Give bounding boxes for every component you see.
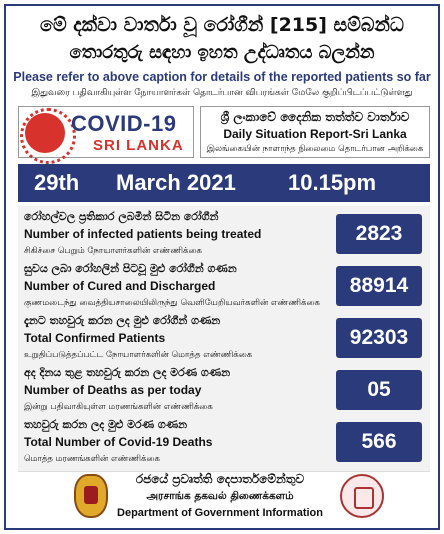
virus-icon — [25, 113, 65, 153]
stat-label-tamil: சிகிச்சை பெறும் நோயாளர்களின் எண்ணிக்கை — [24, 246, 202, 256]
stat-row-total-deaths — [18, 414, 430, 472]
covid-logo — [18, 106, 194, 158]
stat-value: 92303 — [336, 318, 422, 358]
department-logo-icon — [340, 474, 384, 518]
stat-value: 566 — [336, 422, 422, 462]
stat-row-cured-discharged — [18, 258, 430, 316]
stat-label-sinhala: දැනට තහවුරු කරන ලද මුළු රෝගීන් ගණන — [24, 314, 221, 327]
stat-label-tamil: உறுதிப்படுத்தப்பட்ட நோயாளர்களின் மொத்த எண்ணிக்கை — [24, 350, 253, 360]
stat-row-being-treated — [18, 206, 430, 264]
stat-label-tamil: இன்று பதிவாகியுள்ள மரணங்களின் எண்ணிக்கை — [24, 402, 213, 412]
logo-title: COVID-19 — [71, 111, 177, 136]
report-title-box — [200, 106, 430, 158]
stat-label-sinhala: රෝහල්වල ප්‍රතිකාර ලබමින් සිටින රෝගීන් — [24, 210, 219, 223]
header-line-tamil: இதுவரை பதிவாகியுள்ள நோயாளர்கள் தொடர்பான விபரங்கள் மேலே குறிப்பிடப்பட்டுள்ளது — [31, 88, 413, 98]
stat-label-english: Total Number of Covid-19 Deaths — [24, 435, 213, 449]
stat-label-sinhala: අද දිනය තුළ තහවුරු කරන ලද මරණ ගණන — [24, 366, 231, 379]
stat-row-deaths-today — [18, 362, 430, 420]
date-month-year: March 2021 — [116, 170, 236, 195]
stat-row-total-confirmed — [18, 310, 430, 368]
footer — [18, 470, 430, 524]
stat-label-sinhala: තහවුරු කරන ලද මුළු මරණ ගණන — [24, 418, 188, 431]
stat-value: 05 — [336, 370, 422, 410]
report-card — [4, 4, 440, 530]
stat-label-english: Number of Cured and Discharged — [24, 279, 216, 293]
logo-subtitle: SRI LANKA — [93, 137, 184, 154]
footer-dept-tamil: அரசாங்க தகவல் திணைக்களம் — [146, 490, 294, 502]
stat-label-english: Number of infected patients being treated — [24, 227, 262, 241]
stat-value: 2823 — [336, 214, 422, 254]
header-line-sinhala-2: තොරතුරු සඳහා ඉහත උද්ධෘතය බලන්න — [69, 42, 375, 63]
stat-value: 88914 — [336, 266, 422, 306]
header-line-english: Please refer to above caption for details of the reported patients so far — [13, 70, 431, 84]
header-line-sinhala-1: මේ දක්වා වාර්තා වූ රෝගීන් [215] සම්බන්ධ — [40, 14, 404, 36]
date-bar — [18, 164, 430, 202]
report-time: 10.15pm — [288, 170, 377, 195]
report-title-english: Daily Situation Report-Sri Lanka — [223, 127, 407, 141]
stat-label-english: Number of Deaths as per today — [24, 383, 202, 397]
national-emblem-icon — [74, 474, 108, 518]
report-title-tamil: இலங்கையின் நாளாந்த நிலைமை தொடர்பான அறிக்கை — [206, 144, 424, 154]
stat-label-sinhala: සුවය ලබා රෝහලින් පිටවූ මුළු රෝගීන් ගණන — [24, 262, 237, 275]
footer-dept-sinhala: රජයේ ප්‍රවෘත්ති දෙපාර්තමේන්තුව — [135, 472, 305, 486]
date-day: 29th — [34, 170, 80, 195]
stat-label-tamil: குணமடைந்து வைத்தியசாலையிலிருந்து வெளியேறியவர்களின் எண்ணிக்கை — [24, 298, 320, 308]
footer-dept-english: Department of Government Information — [117, 507, 323, 519]
stat-label-tamil: மொத்த மரணங்களின் எண்ணிக்கை — [24, 454, 160, 464]
report-title-sinhala: ශ්‍රී ලංකාවේ දෛනික තත්ත්ව වාර්තාව — [220, 110, 410, 124]
stat-label-english: Total Confirmed Patients — [24, 331, 166, 345]
